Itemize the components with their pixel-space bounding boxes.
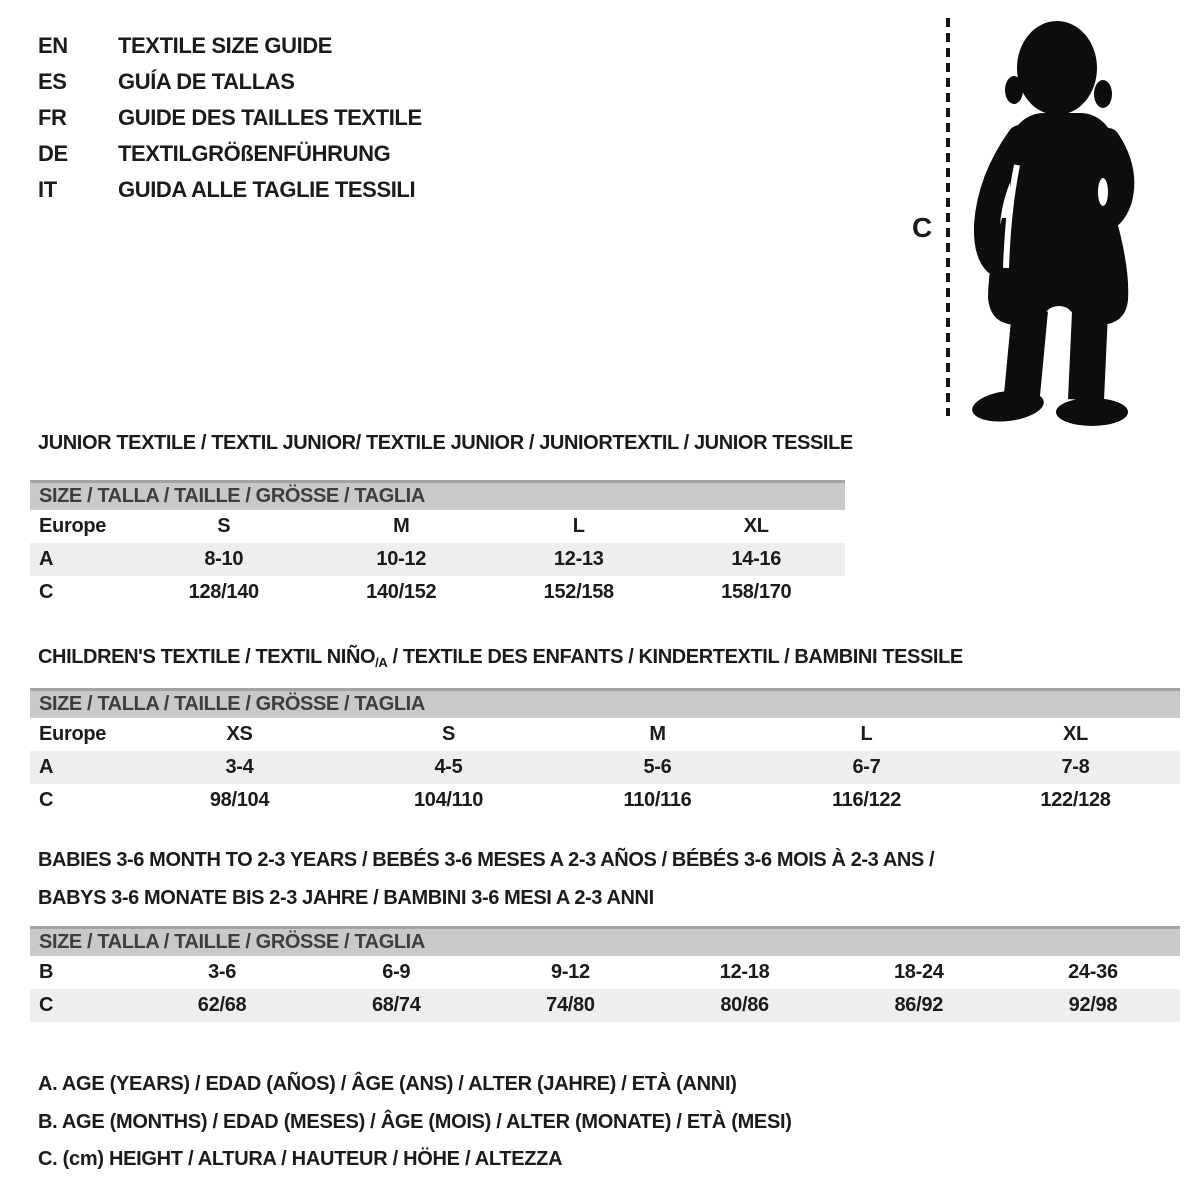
babies-title-line1: BABIES 3-6 MONTH TO 2-3 YEARS / BEBÉS 3-6 MESES A 2-3 AÑOS / BÉBÉS 3-6 MOIS À 2-3 ANS / [38, 849, 935, 871]
size-header-bar: SIZE / TALLA / TAILLE / GRÖSSE / TAGLIA [30, 926, 1180, 956]
language-row [38, 172, 422, 208]
measurement-legend [38, 1066, 792, 1179]
size-cell: 116/122 [831, 789, 902, 811]
size-cell: 6-9 [382, 961, 411, 983]
toddler-silhouette-icon [960, 10, 1145, 430]
size-cell: 86/92 [894, 994, 944, 1016]
size-cell: 9-12 [551, 961, 590, 983]
row-label: C [39, 581, 54, 603]
size-cell: L [860, 723, 873, 745]
children-title-subscript: /A [375, 655, 388, 670]
size-cell: XS [226, 723, 253, 745]
size-cell: 6-7 [852, 756, 881, 778]
size-cell: L [572, 515, 585, 537]
row-label: B [39, 961, 54, 983]
size-cell: 74/80 [546, 994, 595, 1016]
legend-item-b: B. AGE (MONTHS) / EDAD (MESES) / ÂGE (MOIS) / ALTER (MONATE) / ETÀ (MESI) [38, 1110, 792, 1133]
language-code: IT [38, 177, 57, 202]
size-cell: 18-24 [893, 961, 944, 983]
size-header-bar: SIZE / TALLA / TAILLE / GRÖSSE / TAGLIA [30, 688, 1180, 718]
size-cell: 12-13 [553, 548, 604, 570]
language-code: ES [38, 69, 67, 94]
size-cell: 8-10 [204, 548, 244, 570]
size-cell: 14-16 [731, 548, 782, 570]
junior-size-table [30, 480, 845, 609]
children-title-part1: CHILDREN'S TEXTILE / TEXTIL NIÑO [38, 646, 376, 668]
size-cell: XL [1063, 723, 1088, 745]
size-cell: XL [743, 515, 769, 537]
size-cell: 10-12 [376, 548, 427, 570]
table-row [30, 989, 1180, 1022]
language-row [38, 136, 422, 172]
row-label: A [39, 756, 54, 778]
language-row [38, 100, 422, 136]
size-cell: 3-4 [225, 756, 254, 778]
size-cell: 68/74 [371, 994, 421, 1016]
table-row [30, 751, 1180, 784]
language-row [38, 64, 422, 100]
size-cell: 80/86 [720, 994, 769, 1016]
table-row [30, 576, 845, 609]
size-cell: S [217, 515, 231, 537]
legend-item-c: C. (cm) HEIGHT / ALTURA / HAUTEUR / HÖHE / ALTEZZA [38, 1148, 563, 1170]
language-row [38, 28, 422, 64]
row-label: C [39, 994, 54, 1016]
guide-title-it: GUIDA ALLE TAGLIE TESSILI [118, 177, 416, 202]
guide-title-fr: GUIDE DES TAILLES TEXTILE [118, 105, 422, 130]
table-row [30, 718, 1180, 751]
children-size-table [30, 688, 1180, 817]
guide-title-en: TEXTILE SIZE GUIDE [118, 33, 333, 58]
size-cell: 152/158 [543, 581, 614, 603]
size-cell: 92/98 [1068, 994, 1118, 1016]
table-row [30, 543, 845, 576]
size-cell: 5-6 [643, 756, 672, 778]
legend-item-a: A. AGE (YEARS) / EDAD (AÑOS) / ÂGE (ANS) / ALTER (JAHRE) / ETÀ (ANNI) [38, 1073, 737, 1095]
size-cell: 128/140 [188, 581, 259, 603]
language-code: FR [38, 105, 67, 130]
size-cell: 122/128 [1040, 789, 1111, 811]
guide-title-de: TEXTILGRÖßENFÜHRUNG [118, 141, 391, 166]
size-cell: 98/104 [209, 789, 270, 811]
size-cell: 62/68 [197, 994, 247, 1016]
children-title-part2: / TEXTILE DES ENFANTS / KINDERTEXTIL / BAMBINI TESSILE [387, 646, 963, 668]
size-cell: S [441, 723, 456, 745]
table-row [30, 510, 845, 543]
size-cell: 110/116 [623, 789, 692, 811]
babies-section-title [38, 841, 934, 917]
table-row [30, 784, 1180, 817]
size-cell: 3-6 [208, 961, 237, 983]
children-section-title [38, 646, 963, 670]
height-measure-label: C [912, 212, 933, 243]
language-code: EN [38, 33, 68, 58]
table-row [30, 956, 1180, 989]
row-label: C [39, 789, 54, 811]
row-label: Europe [39, 723, 107, 745]
size-cell: 140/152 [366, 581, 437, 603]
size-cell: 158/170 [721, 581, 792, 603]
babies-size-table [30, 926, 1180, 1022]
row-label: Europe [39, 515, 107, 537]
size-cell: 12-18 [719, 961, 770, 983]
size-cell: 4-5 [434, 756, 463, 778]
size-cell: 104/110 [413, 789, 484, 811]
size-cell: M [649, 723, 666, 745]
size-header-bar: SIZE / TALLA / TAILLE / GRÖSSE / TAGLIA [30, 480, 845, 510]
height-measure-dashed-line [946, 18, 950, 416]
size-cell: 24-36 [1068, 961, 1118, 983]
guide-title-es: GUÍA DE TALLAS [118, 69, 295, 94]
junior-section-title: JUNIOR TEXTILE / TEXTIL JUNIOR/ TEXTILE JUNIOR / JUNIORTEXTIL / JUNIOR TESSILE [38, 432, 853, 454]
language-title-list [38, 28, 422, 208]
size-cell: 7-8 [1061, 756, 1090, 778]
language-code: DE [38, 141, 68, 166]
row-label: A [39, 548, 54, 570]
size-cell: M [393, 515, 410, 537]
babies-title-line2: BABYS 3-6 MONATE BIS 2-3 JAHRE / BAMBINI 3-6 MESI A 2-3 ANNI [38, 887, 654, 909]
